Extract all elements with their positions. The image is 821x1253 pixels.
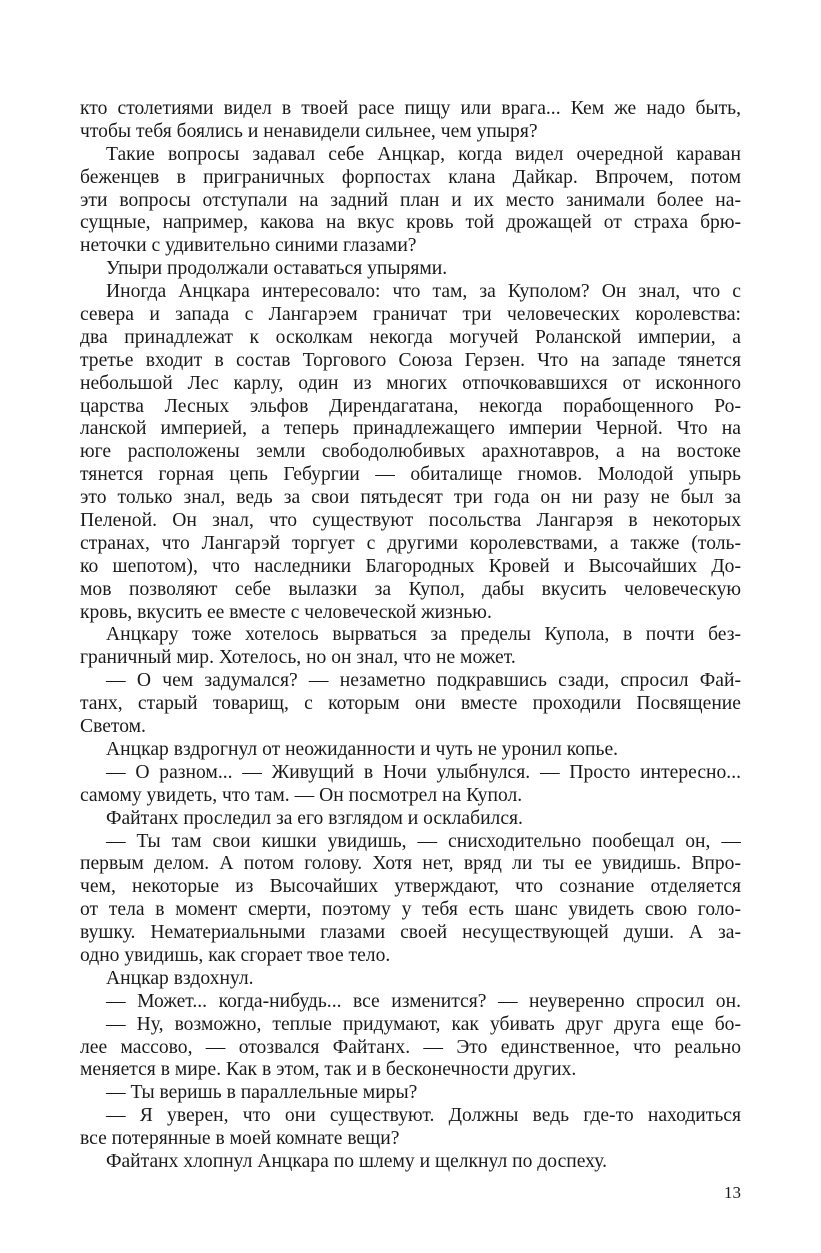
text-line: самому увидеть, что там. — Он посмотрел на Купол. [80,784,523,806]
text-line: Анцкару тоже хотелось вырваться за пределы Купола, в почти без- [106,624,741,646]
text-line: странах, что Лангарэй торгует с другими королевствами, а также (толь- [80,532,741,554]
text-line: мов позволяют себе вылазки за Купол, дабы вкусить человеческую [80,578,741,600]
text-line: сущные, например, какова на вкус кровь той дрожащей от страха брю- [80,212,741,234]
text-line: неточки с удивительно синими глазами? [80,235,417,257]
text-line: чем, некоторые из Высочайших утверждают, что сознание отделяется [80,876,741,898]
text-line: танх, старый товарищ, с которым они вместе проходили Посвящение [80,693,741,715]
text-line: Пеленой. Он знал, что существуют посольства Лангарэя в некоторых [80,510,741,532]
text-line: Файтанх проследил за его взглядом и осклабился. [106,807,523,829]
text-line: лее массово, — отозвался Файтанх. — Это единственное, что реально [80,1036,741,1058]
text-line: первым делом. А потом голову. Хотя нет, вряд ли ты ее увидишь. Впро- [80,853,741,875]
page-body-text [80,98,741,1174]
text-line: — Ты веришь в параллельные миры? [106,1082,418,1104]
text-line: кровь, вкусить ее вместе с человеческой жизнью. [80,601,492,623]
text-line: Иногда Анцкара интересовало: что там, за Куполом? Он знал, что с [106,281,741,303]
text-line: меняется в мире. Как в этом, так и в бесконечности других. [80,1059,577,1081]
text-line: — Я уверен, что они существуют. Должны ведь где-то находиться [106,1105,741,1127]
text-line: ланской империей, а теперь принадлежащего империи Черной. Что на [80,418,741,440]
text-line: два принадлежат к осколкам некогда могучей Роланской империи, а [80,326,741,348]
page-number: 13 [724,1183,741,1202]
text-line: царства Лесных эльфов Дирендагатана, некогда порабощенного Ро- [80,395,741,417]
text-line: граничный мир. Хотелось, но он знал, что не может. [80,647,516,669]
text-line: Анцкар вздохнул. [106,967,254,989]
text-line: — О разном... — Живущий в Ночи улыбнулся. — Просто интересно... [106,761,741,783]
text-line: беженцев в приграничных форпостах клана Дайкар. Впрочем, потом [80,166,741,188]
text-line: это только знал, ведь за свои пятьдесят три года он ни разу не был за [80,487,741,509]
text-line: Светом. [80,716,146,738]
text-line: — О чем задумался? — незаметно подкравшись сзади, спросил Фай- [106,670,741,692]
text-line: третье входит в состав Торгового Союза Герзен. Что на западе тянется [80,349,741,371]
text-line: вушку. Нематериальными глазами своей несуществующей души. А за- [80,922,741,944]
text-line: Файтанх хлопнул Анцкара по шлему и щелкнул по доспеху. [106,1150,607,1172]
text-line: тянется горная цепь Гебургии — обиталище гномов. Молодой упырь [80,464,741,486]
text-line: Анцкар вздрогнул от неожиданности и чуть не уронил копье. [106,738,619,760]
text-line: от тела в момент смерти, поэтому у тебя есть шанс увидеть свою голо- [80,899,741,921]
text-line: эти вопросы отступали на задний план и их место занимали более на- [80,189,741,211]
text-line: одно увидишь, как сгорает твое тело. [80,944,391,966]
text-line: все потерянные в моей комнате вещи? [80,1128,400,1150]
text-line: — Может... когда-нибудь... все изменится? — неуверенно спросил он. [106,990,741,1012]
text-line: чтобы тебя боялись и ненавидели сильнее, чем упыря? [80,120,538,142]
text-line: — Ну, возможно, теплые придумают, как убивать друг друга еще бо- [106,1013,741,1035]
text-line: Такие вопросы задавал себе Анцкар, когда видел очередной караван [106,143,741,165]
text-line: небольшой Лес карлу, один из многих отпочковавшихся от исконного [80,372,741,394]
text-line: севера и запада с Лангарэем граничат три человеческих королевства: [80,304,741,326]
text-line: Упыри продолжали оставаться упырями. [106,258,448,280]
text-line: кто столетиями видел в твоей расе пищу или врага... Кем же надо быть, [80,98,741,119]
text-line: ко шепотом), что наследники Благородных Кровей и Высочайших До- [80,555,741,577]
text-line: — Ты там свои кишки увидишь, — снисходительно пообещал он, — [106,830,741,852]
text-line: юге расположены земли свободолюбивых арахнотавров, а на востоке [80,441,741,463]
